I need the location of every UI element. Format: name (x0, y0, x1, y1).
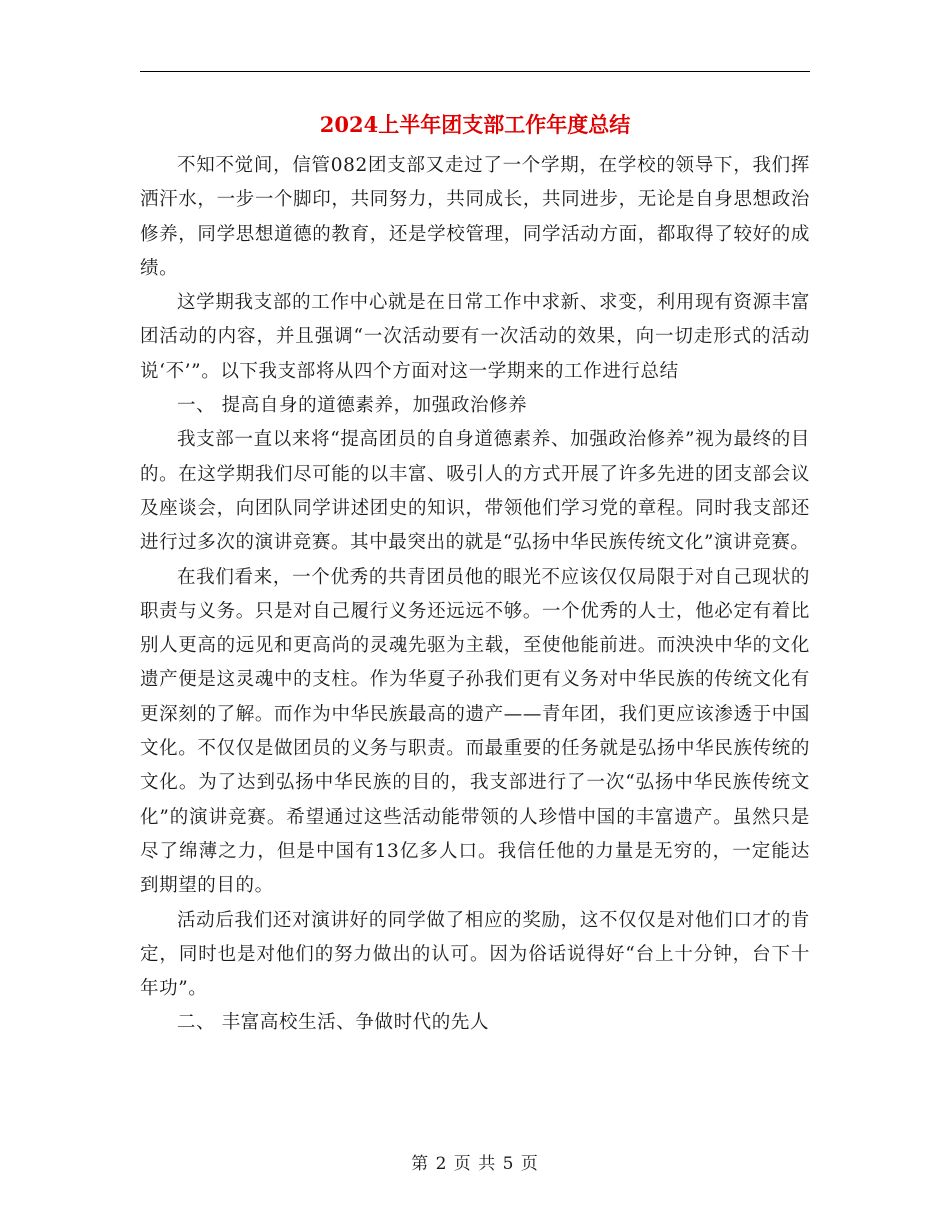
overview-paragraph: 这学期我支部的工作中心就是在日常工作中求新、求变，利用现有资源丰富团活动的内容，并且强调“一次活动要有一次活动的效果，向一切走形式的活动说‘不’”。以下我支部将从四个方面对这一学期来的工作进行总结 (140, 292, 810, 382)
section-1-paragraph: 在我们看来，一个优秀的共青团员他的眼光不应该仅仅局限于对自己现状的职责与义务。只是对自己履行义务还远远不够。一个优秀的人士，他必定有着比别人更高的远见和更高尚的灵魂先驱为主载，至使他能前进。而泱泱中华的文化遗产便是这灵魂中的支柱。作为华夏子孙我们更有义务对中华民族的传统文化有更深刻的了解。而作为中华民族最高的遗产——青年团，我们更应该渗透于中国文化。不仅仅是做团员的义务与职责。而最重要的任务就是弘扬中华民族传统的文化。为了达到弘扬中华民族的目的，我支部进行了一次“弘扬中华民族传统文化”的演讲竞赛。希望通过这些活动能带领的人珍惜中国的丰富遗产。虽然只是尽了绵薄之力，但是中国有13亿多人口。我信任他的力量是无穷的，一定能达到期望的目的。 (140, 566, 810, 897)
page-number-footer: 第 2 页 共 5 页 (411, 1154, 539, 1174)
section-heading-1: 一、 提高自身的道德素养，加强政治修养 (177, 395, 528, 417)
intro-paragraph: 不知不觉间，信管082团支部又走过了一个学期，在学校的领导下，我们挥洒汗水，一步一个脚印，共同努力，共同成长，共同进步，无论是自身思想政治修养，同学思想道德的教育，还是学校管理，同学活动方面，都取得了较好的成绩。 (140, 155, 810, 279)
document-title: 2024上半年团支部工作年度总结 (319, 112, 631, 137)
header-rule (140, 71, 810, 72)
section-heading-2: 二、 丰富高校生活、争做时代的先人 (177, 1012, 490, 1034)
section-1-paragraph: 活动后我们还对演讲好的同学做了相应的奖励，这不仅仅是对他们口才的肯定，同时也是对他们的努力做出的认可。因为俗话说得好“台上十分钟，台下十年功”。 (140, 909, 810, 1000)
document-body (140, 149, 810, 1041)
section-1-paragraph: 我支部一直以来将“提高团员的自身道德素养、加强政治修养”视为最终的目的。在这学期我们尽可能的以丰富、吸引人的方式开展了许多先进的团支部会议及座谈会，向团队同学讲述团史的知识，带领他们学习党的章程。同时我支部还进行过多次的演讲竞赛。其中最突出的就是“弘扬中华民族传统文化”演讲竞赛。 (140, 429, 810, 554)
